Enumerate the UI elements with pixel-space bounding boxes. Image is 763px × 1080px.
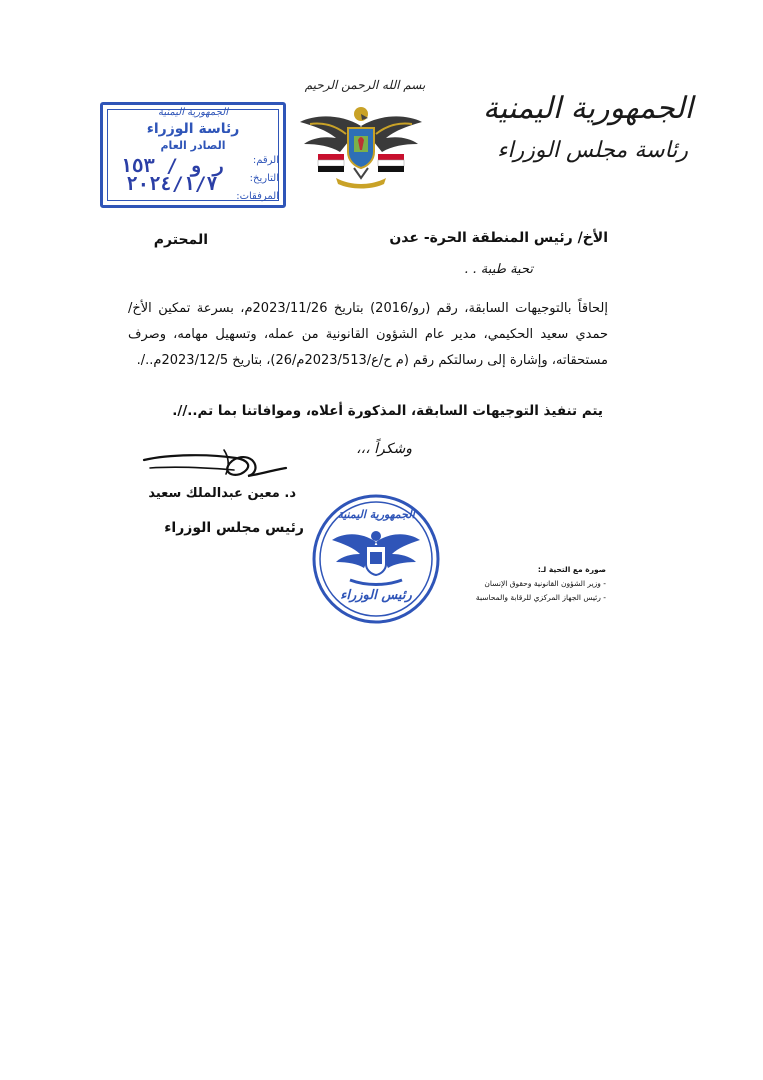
closing-thanks: وشكراً ،،، <box>356 441 412 457</box>
signer-title: رئيس مجلس الوزراء <box>164 520 304 536</box>
respected-salutation: المحترم <box>153 232 208 248</box>
action-directive: يتم تنفيذ التوجيهات السابقة، المذكورة أعلاه، وموافاتنا بما تم..//. <box>172 403 603 419</box>
seal-text-top: الجمهورية اليمنية <box>337 508 415 521</box>
letter-body-paragraph: إلحاقاً بالتوجيهات السابقة، رقم (رو/2016) بتاريخ 2023/11/26م، بسرعة تمكين الأخ/ حمدي سعيد الحكيمي، مدير عام الشؤون القانونية من عمله، وتسهيل مهامه، وصرف مستحقاته، وإشارة إلى رسالتكم رقم (م ح/ع/2023/513م/26)، بتاريخ 2023/12/5م../. <box>128 301 608 368</box>
basmala: بسم الله الرحمن الرحيم <box>304 78 426 92</box>
office-name: رئاسة مجلس الوزراء <box>497 138 688 163</box>
stamp-line-country: الجمهورية اليمنية <box>157 107 228 118</box>
stamp-line-office: رئاسة الوزراء <box>146 121 240 137</box>
addressee: الأخ/ رئيس المنطقة الحرة- عدن <box>389 230 608 246</box>
handwritten-signature-icon <box>140 444 290 484</box>
stamp-date-label: التاريخ: <box>249 173 279 184</box>
greeting: تحية طيبة . . <box>464 262 533 277</box>
cc-title: صورة مع التحية لـ: <box>537 565 606 574</box>
outgoing-register-stamp <box>100 102 286 208</box>
stamp-ref-value: ر و / ١٥٣ <box>120 155 224 177</box>
government-name: الجمهورية اليمنية <box>482 91 693 126</box>
yemen-eagle-emblem-icon <box>296 96 426 192</box>
stamp-attachments-label: المرفقات: <box>236 191 279 202</box>
stamp-ref-label: الرقم: <box>252 155 279 166</box>
stamp-date-value: ٢٠٢٤/١/٧ <box>126 173 218 195</box>
signer-name: د. معين عبدالملك سعيد <box>148 486 296 501</box>
stamp-line-register: الصادر العام <box>160 139 226 152</box>
seal-text-bottom: رئيس الوزراء <box>340 588 412 603</box>
copies-to-block <box>470 563 606 605</box>
cc-item: - وزير الشؤون القانونية وحقوق الإنسان <box>484 579 606 588</box>
cc-item: - رئيس الجهاز المركزي للرقابة والمحاسبة <box>475 593 606 602</box>
